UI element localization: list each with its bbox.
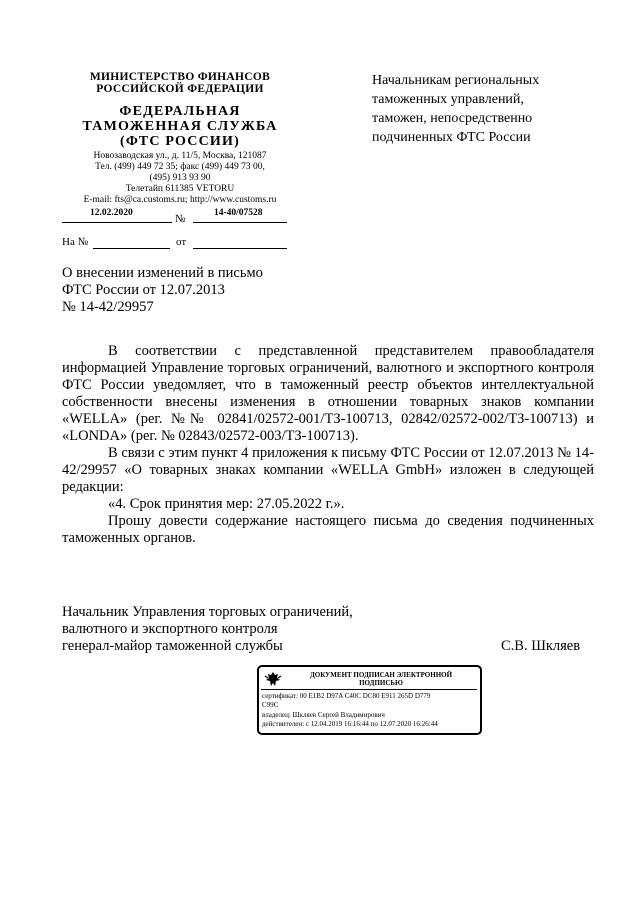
- signatory-line-1: Начальник Управления торговых ограничений,: [62, 604, 353, 620]
- stamp-owner: владелец: Шкляев Сергей Владимирович: [262, 711, 385, 719]
- signatory-line-2: валютного и экспортного контроля: [62, 621, 278, 637]
- body-paragraph-1: В соответствии с представленной представителем правообладателя информацией Управление торговых ограничений, валютного и экспортного контроля ФТС России уведомляет, что в таможенный реестр объектов интеллектуальной собственности внесены изменения в отношении товарных знаков компании «WELLA» (рег. №№ 02841/02572-001/ТЗ-100713, 02842/02572-002/ТЗ-100713) и «LONDA» (рег. № 02843/02572-003/ТЗ-100713).: [62, 343, 594, 444]
- addressee-line-3: таможен, непосредственно: [372, 111, 533, 126]
- ministry-name: [40, 71, 320, 95]
- letter-body: [62, 343, 594, 547]
- number-underline: [193, 222, 287, 223]
- service-line-1: ФЕДЕРАЛЬНАЯ: [119, 104, 241, 119]
- ref-date-label: от: [176, 236, 187, 248]
- stamp-certificate: сертификат: 00 E1B2 D97A C40C DC80 E911 265D D779 C99C: [262, 692, 431, 709]
- signatory-name: С.В. Шкляев: [501, 638, 581, 654]
- electronic-signature-stamp: [257, 665, 482, 735]
- ministry-line-1: МИНИСТЕРСТВО ФИНАНСОВ: [89, 71, 271, 83]
- emblem-icon: [263, 670, 283, 688]
- subject-line-2: ФТС России от 12.07.2013: [62, 282, 225, 298]
- number-label: №: [175, 213, 186, 225]
- ref-number-label: На №: [62, 236, 89, 248]
- ref-date-underline: [193, 248, 287, 249]
- addressee-block: [372, 71, 612, 147]
- service-name: [40, 104, 320, 149]
- addressee-line-2: таможенных управлений,: [372, 92, 524, 107]
- subject-line-3: № 14-42/29957: [62, 299, 154, 315]
- signatory-title: [62, 604, 422, 655]
- date-underline: [62, 222, 172, 223]
- address-line-5: E-mail: fts@ca.customs.ru; http://www.customs.ru: [83, 195, 277, 205]
- addressee-line-1: Начальникам региональных: [372, 73, 540, 88]
- service-line-3: (ФТС РОССИИ): [120, 134, 240, 149]
- document-date: 12.02.2020: [90, 208, 133, 218]
- stamp-validity: действителен: с 12.04.2019 16:16:44 по 12.07.2020 16:26:44: [262, 720, 438, 728]
- address-line-3: (495) 913 93 90: [149, 173, 211, 183]
- stamp-title-line-2: ПОДПИСЬЮ: [359, 679, 403, 687]
- addressee-line-4: подчиненных ФТС России: [372, 130, 531, 145]
- ministry-line-2: РОССИЙСКОЙ ФЕДЕРАЦИИ: [96, 83, 264, 95]
- stamp-divider: [261, 689, 477, 690]
- service-line-2: ТАМОЖЕННАЯ СЛУЖБА: [82, 119, 278, 134]
- address-line-2: Тел. (499) 449 72 35; факс (499) 449 73 00,: [95, 162, 265, 172]
- address-line-1: Новозаводская ул., д. 11/5, Москва, 121087: [93, 151, 267, 161]
- address-line-4: Телетайп 611385 VETORU: [125, 184, 235, 194]
- contact-block: [40, 151, 320, 206]
- subject-block: [62, 265, 362, 316]
- document-number: 14-40/07528: [214, 208, 263, 218]
- body-paragraph-3: «4. Срок принятия мер: 27.05.2022 г.».: [108, 496, 345, 512]
- ref-number-underline: [93, 248, 170, 249]
- stamp-title-line-1: ДОКУМЕНТ ПОДПИСАН ЭЛЕКТРОННОЙ: [309, 671, 453, 679]
- signatory-line-3: генерал-майор таможенной службы: [62, 638, 283, 654]
- body-paragraph-2: В связи с этим пункт 4 приложения к письму ФТС России от 12.07.2013 № 14-42/29957 «О товарных знаках компании «WELLA GmbH» изложен в следующей редакции:: [62, 445, 594, 495]
- body-paragraph-4: Прошу довести содержание настоящего письма до сведения подчиненных таможенных органов.: [62, 513, 594, 546]
- subject-line-1: О внесении изменений в письмо: [62, 265, 263, 281]
